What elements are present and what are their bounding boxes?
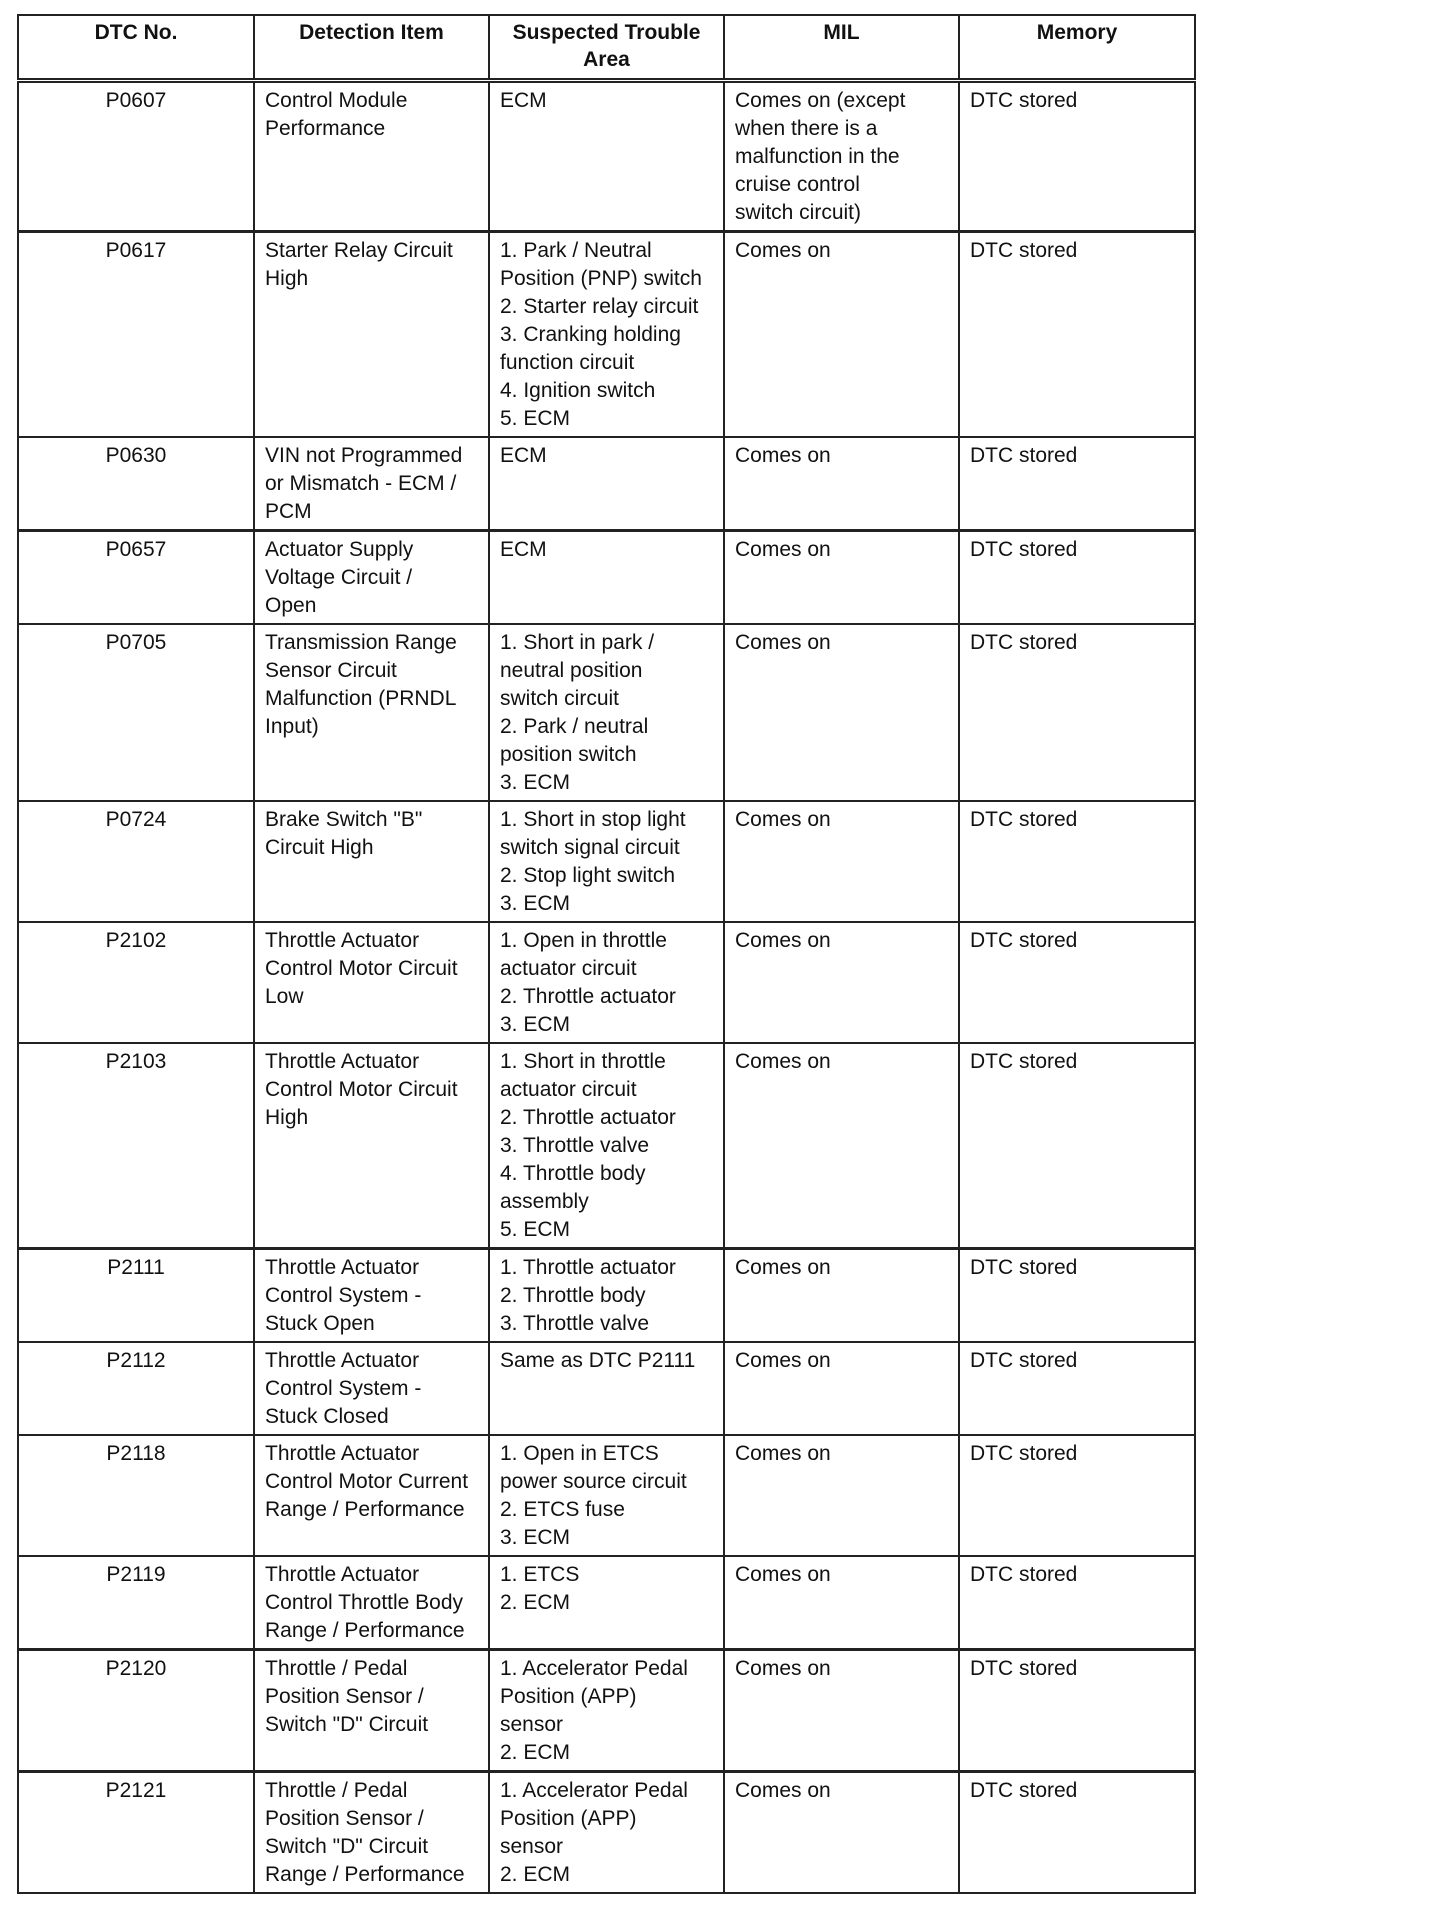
cell-line: 2. Park / neutral	[500, 715, 649, 738]
cell-trouble-area	[489, 1342, 724, 1435]
cell-line: or Mismatch - ECM /	[265, 472, 457, 495]
cell-trouble-area	[489, 801, 724, 922]
table-row	[18, 81, 1195, 232]
cell-line: Switch "D" Circuit	[265, 1835, 429, 1858]
cell-dtc-code: P0617	[18, 232, 254, 438]
cell-trouble-area	[489, 1556, 724, 1650]
table-row	[18, 1556, 1195, 1650]
cell-line: Position Sensor /	[265, 1807, 424, 1830]
cell-line: PCM	[265, 500, 312, 523]
cell-line: Throttle Actuator	[265, 1563, 420, 1586]
cell-line: 2. ECM	[500, 1741, 571, 1764]
table-row	[18, 437, 1195, 531]
cell-detection-item	[254, 1342, 489, 1435]
cell-line: 1. Throttle actuator	[500, 1256, 676, 1279]
header-mil: MIL	[724, 15, 959, 81]
cell-dtc-code: P0657	[18, 531, 254, 625]
cell-line: switch circuit)	[735, 201, 862, 224]
cell-line: 2. Starter relay circuit	[500, 295, 699, 318]
cell-memory: DTC stored	[959, 1342, 1195, 1435]
cell-trouble-area	[489, 232, 724, 438]
cell-detection-item	[254, 1556, 489, 1650]
table-row	[18, 232, 1195, 438]
cell-memory: DTC stored	[959, 1772, 1195, 1894]
cell-line: Comes on	[735, 1563, 831, 1586]
cell-mil	[724, 1556, 959, 1650]
cell-memory: DTC stored	[959, 531, 1195, 625]
cell-line: 2. Throttle body	[500, 1284, 646, 1307]
cell-detection-item	[254, 1772, 489, 1894]
cell-line: Control Motor Circuit	[265, 1078, 458, 1101]
cell-line: actuator circuit	[500, 957, 637, 980]
cell-mil	[724, 1043, 959, 1249]
cell-line: 1. Accelerator Pedal	[500, 1657, 688, 1680]
cell-line: Position (APP)	[500, 1685, 637, 1708]
cell-line: assembly	[500, 1190, 589, 1213]
cell-line: High	[265, 1106, 309, 1129]
cell-line: 2. Stop light switch	[500, 864, 676, 887]
cell-line: Comes on	[735, 631, 831, 654]
cell-line: Control System -	[265, 1377, 422, 1400]
cell-memory: DTC stored	[959, 1043, 1195, 1249]
cell-line: Comes on	[735, 1256, 831, 1279]
cell-mil	[724, 624, 959, 801]
cell-line: Position (PNP) switch	[500, 267, 702, 290]
cell-line: Comes on	[735, 444, 831, 467]
cell-mil	[724, 1249, 959, 1343]
cell-detection-item	[254, 232, 489, 438]
cell-memory: DTC stored	[959, 922, 1195, 1043]
header-detection-item: Detection Item	[254, 15, 489, 81]
cell-trouble-area	[489, 1249, 724, 1343]
cell-dtc-code: P2121	[18, 1772, 254, 1894]
cell-dtc-code: P2112	[18, 1342, 254, 1435]
cell-line: ECM	[500, 538, 547, 561]
cell-line: Stuck Open	[265, 1312, 375, 1335]
cell-line: Comes on	[735, 1349, 831, 1372]
cell-trouble-area	[489, 531, 724, 625]
cell-detection-item	[254, 1435, 489, 1556]
cell-memory: DTC stored	[959, 81, 1195, 232]
cell-line: 1. Open in throttle	[500, 929, 667, 952]
cell-trouble-area	[489, 1650, 724, 1772]
cell-trouble-area	[489, 1772, 724, 1894]
cell-line: 1. Park / Neutral	[500, 239, 652, 262]
cell-dtc-code: P0705	[18, 624, 254, 801]
cell-line: 2. ETCS fuse	[500, 1498, 625, 1521]
cell-line: power source circuit	[500, 1470, 687, 1493]
cell-detection-item	[254, 81, 489, 232]
header-dtc-no: DTC No.	[18, 15, 254, 81]
cell-line: 1. Accelerator Pedal	[500, 1779, 688, 1802]
cell-memory: DTC stored	[959, 1556, 1195, 1650]
cell-line: Control Module	[265, 89, 408, 112]
cell-line: Comes on	[735, 239, 831, 262]
cell-line: Control Motor Current	[265, 1470, 469, 1493]
cell-line: Performance	[265, 117, 386, 140]
table-row	[18, 1249, 1195, 1343]
cell-line: Throttle / Pedal	[265, 1779, 408, 1802]
cell-line: Range / Performance	[265, 1863, 465, 1886]
cell-line: 1. Short in throttle	[500, 1050, 666, 1073]
cell-mil	[724, 1342, 959, 1435]
cell-line: Control System -	[265, 1284, 422, 1307]
table-row	[18, 1043, 1195, 1249]
cell-detection-item	[254, 801, 489, 922]
cell-mil	[724, 81, 959, 232]
cell-line: Control Motor Circuit	[265, 957, 458, 980]
cell-line: 3. ECM	[500, 771, 571, 794]
cell-detection-item	[254, 531, 489, 625]
cell-line: Comes on	[735, 1657, 831, 1680]
cell-line: Throttle / Pedal	[265, 1657, 408, 1680]
cell-detection-item	[254, 437, 489, 531]
cell-line: neutral position	[500, 659, 643, 682]
cell-line: sensor	[500, 1713, 564, 1736]
cell-line: Switch "D" Circuit	[265, 1713, 429, 1736]
cell-detection-item	[254, 1043, 489, 1249]
cell-mil	[724, 437, 959, 531]
cell-line: switch circuit	[500, 687, 620, 710]
cell-line: actuator circuit	[500, 1078, 637, 1101]
table-row	[18, 1772, 1195, 1894]
table-row	[18, 922, 1195, 1043]
header-suspected-trouble-area	[489, 15, 724, 81]
cell-line: 1. Short in stop light	[500, 808, 686, 831]
cell-dtc-code: P2119	[18, 1556, 254, 1650]
cell-line: cruise control	[735, 173, 860, 196]
cell-trouble-area	[489, 624, 724, 801]
cell-line: Open	[265, 594, 317, 617]
cell-trouble-area	[489, 437, 724, 531]
cell-line: 1. Open in ETCS	[500, 1442, 659, 1465]
cell-line: Throttle Actuator	[265, 1442, 420, 1465]
cell-trouble-area	[489, 81, 724, 232]
cell-memory: DTC stored	[959, 437, 1195, 531]
cell-line: Comes on	[735, 808, 831, 831]
cell-line: 3. Cranking holding	[500, 323, 681, 346]
cell-line: 2. Throttle actuator	[500, 1106, 676, 1129]
cell-line: Comes on	[735, 929, 831, 952]
cell-line: Starter Relay Circuit	[265, 239, 453, 262]
dtc-table	[17, 14, 1196, 1894]
cell-line: VIN not Programmed	[265, 444, 463, 467]
cell-line: switch signal circuit	[500, 836, 680, 859]
cell-line: Position (APP)	[500, 1807, 637, 1830]
cell-line: Brake Switch "B"	[265, 808, 423, 831]
cell-line: 5. ECM	[500, 1218, 571, 1241]
cell-line: Position Sensor /	[265, 1685, 424, 1708]
cell-mil	[724, 1650, 959, 1772]
cell-dtc-code: P2118	[18, 1435, 254, 1556]
cell-memory: DTC stored	[959, 232, 1195, 438]
cell-memory: DTC stored	[959, 624, 1195, 801]
cell-line: Comes on	[735, 1442, 831, 1465]
cell-detection-item	[254, 1650, 489, 1772]
cell-dtc-code: P0630	[18, 437, 254, 531]
cell-line: 3. Throttle valve	[500, 1312, 650, 1335]
cell-line: Transmission Range	[265, 631, 457, 654]
cell-line: 3. ECM	[500, 892, 571, 915]
cell-line: Actuator Supply	[265, 538, 414, 561]
cell-memory: DTC stored	[959, 1435, 1195, 1556]
cell-line: 4. Ignition switch	[500, 379, 656, 402]
cell-memory: DTC stored	[959, 1249, 1195, 1343]
cell-line: 3. Throttle valve	[500, 1134, 650, 1157]
cell-line: 2. Throttle actuator	[500, 985, 676, 1008]
header-row	[18, 15, 1195, 81]
cell-mil	[724, 801, 959, 922]
cell-mil	[724, 922, 959, 1043]
cell-detection-item	[254, 922, 489, 1043]
cell-line: Comes on	[735, 538, 831, 561]
cell-mil	[724, 1435, 959, 1556]
cell-dtc-code: P2120	[18, 1650, 254, 1772]
cell-trouble-area	[489, 1435, 724, 1556]
cell-line: Throttle Actuator	[265, 929, 420, 952]
cell-dtc-code: P0607	[18, 81, 254, 232]
table-row	[18, 1650, 1195, 1772]
cell-line: Throttle Actuator	[265, 1050, 420, 1073]
cell-mil	[724, 232, 959, 438]
table-row	[18, 624, 1195, 801]
cell-mil	[724, 531, 959, 625]
cell-line: 5. ECM	[500, 407, 571, 430]
cell-line: Range / Performance	[265, 1498, 465, 1521]
cell-line: 4. Throttle body	[500, 1162, 646, 1185]
cell-trouble-area	[489, 922, 724, 1043]
table-row	[18, 531, 1195, 625]
cell-line: Voltage Circuit /	[265, 566, 413, 589]
cell-detection-item	[254, 624, 489, 801]
cell-line: Stuck Closed	[265, 1405, 389, 1428]
cell-detection-item	[254, 1249, 489, 1343]
cell-line: 3. ECM	[500, 1526, 571, 1549]
cell-dtc-code: P0724	[18, 801, 254, 922]
cell-line: 1. ETCS	[500, 1563, 580, 1586]
cell-line: Control Throttle Body	[265, 1591, 464, 1614]
cell-trouble-area	[489, 1043, 724, 1249]
cell-line: Circuit High	[265, 836, 374, 859]
cell-line: function circuit	[500, 351, 635, 374]
header-trouble-area-line: Suspected Trouble	[512, 21, 701, 44]
table-header	[18, 15, 1195, 81]
cell-line: Throttle Actuator	[265, 1349, 420, 1372]
cell-line: 1. Short in park /	[500, 631, 655, 654]
header-trouble-area-line: Area	[583, 48, 630, 71]
header-memory: Memory	[959, 15, 1195, 81]
cell-line: Comes on	[735, 1779, 831, 1802]
cell-line: Sensor Circuit	[265, 659, 397, 682]
cell-line: ECM	[500, 444, 547, 467]
cell-line: when there is a	[735, 117, 878, 140]
cell-line: position switch	[500, 743, 637, 766]
cell-line: sensor	[500, 1835, 564, 1858]
table-row	[18, 1435, 1195, 1556]
cell-line: Comes on	[735, 1050, 831, 1073]
cell-line: malfunction in the	[735, 145, 900, 168]
cell-line: Low	[265, 985, 304, 1008]
cell-dtc-code: P2102	[18, 922, 254, 1043]
cell-line: Throttle Actuator	[265, 1256, 420, 1279]
cell-line: High	[265, 267, 309, 290]
table-body	[18, 81, 1195, 1894]
cell-line: Same as DTC P2111	[500, 1349, 696, 1372]
cell-line: 3. ECM	[500, 1013, 571, 1036]
cell-memory: DTC stored	[959, 1650, 1195, 1772]
cell-line: Comes on (except	[735, 89, 906, 112]
cell-dtc-code: P2103	[18, 1043, 254, 1249]
cell-mil	[724, 1772, 959, 1894]
table-row	[18, 801, 1195, 922]
cell-line: Malfunction (PRNDL	[265, 687, 457, 710]
cell-line: 2. ECM	[500, 1591, 571, 1614]
cell-line: 2. ECM	[500, 1863, 571, 1886]
cell-line: ECM	[500, 89, 547, 112]
cell-line: Input)	[265, 715, 319, 738]
cell-memory: DTC stored	[959, 801, 1195, 922]
table-row	[18, 1342, 1195, 1435]
cell-line: Range / Performance	[265, 1619, 465, 1642]
cell-dtc-code: P2111	[18, 1249, 254, 1343]
